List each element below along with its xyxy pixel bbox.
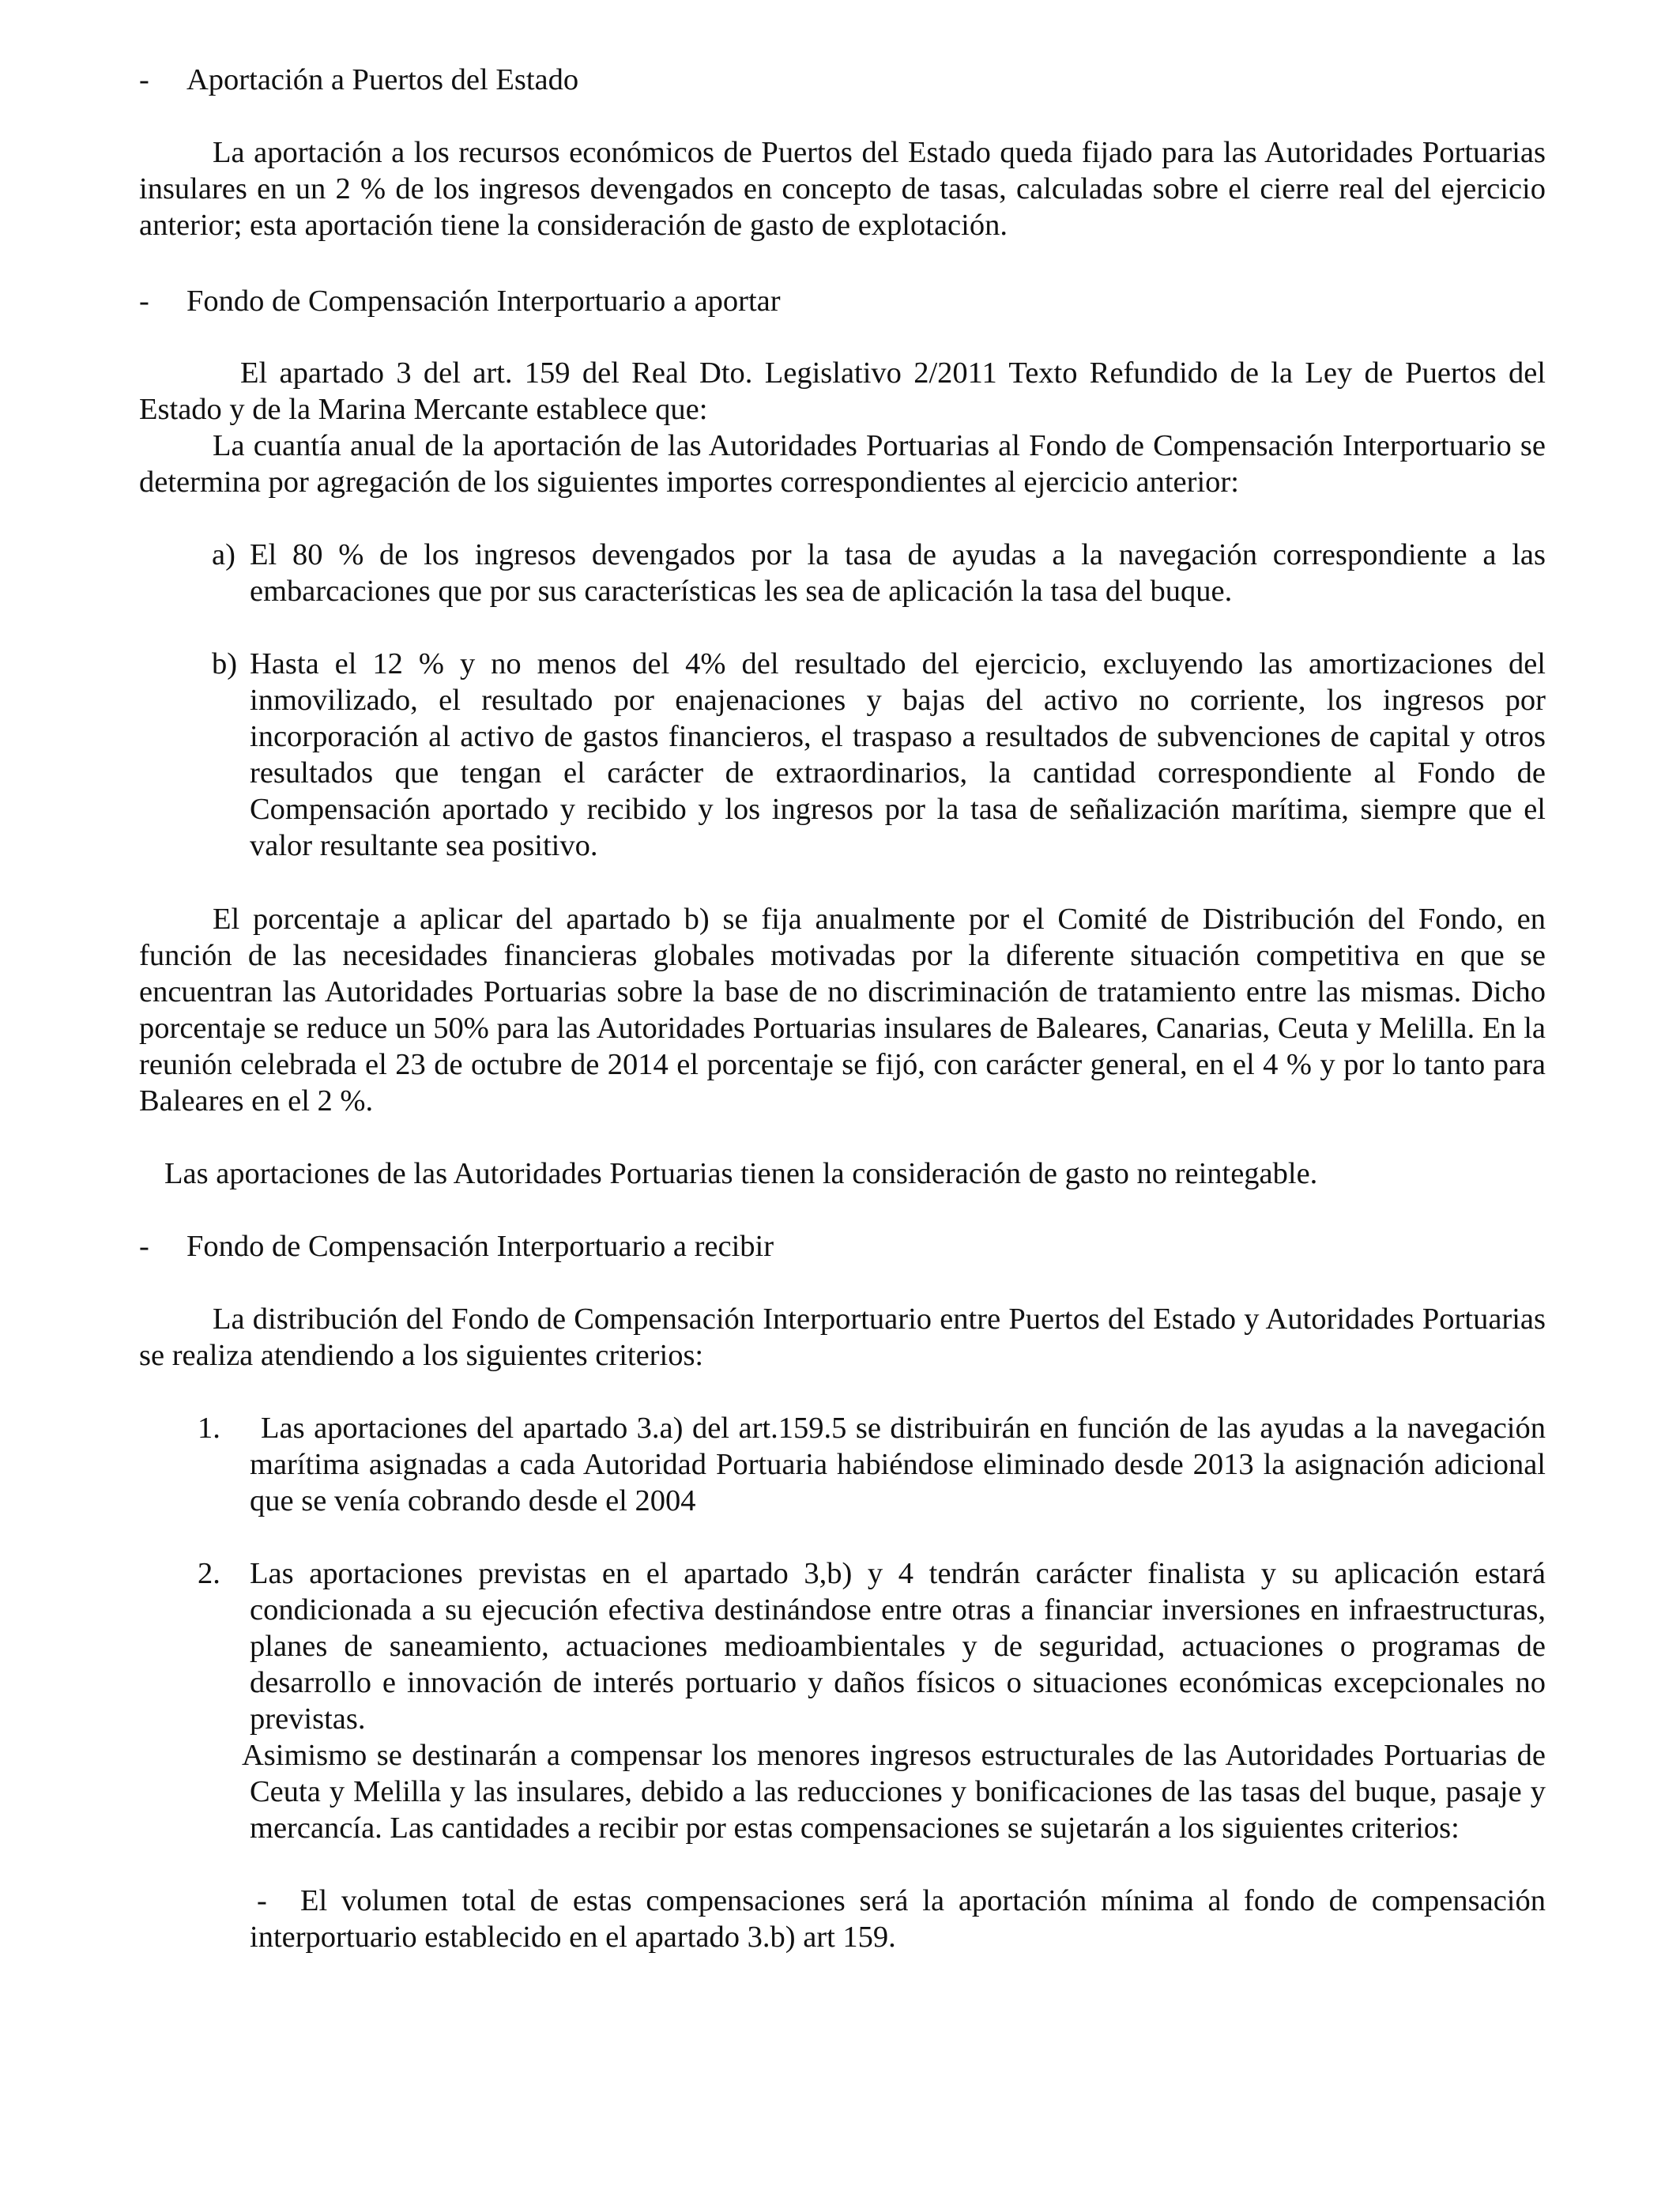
paragraph-porcentaje: El porcentaje a aplicar del apartado b) se fija anualmente por el Comité de Distribución del Fondo, en función de las necesidades financieras globales motivadas por la diferente situación competitiva en que se encuentran las Autoridades Portuarias sobre la base de no discriminación de tratamiento entre las mismas. Dicho porcentaje se reduce un 50% para las Autoridades Portuarias insulares de Baleares, Canarias, Ceuta y Melilla. En la reunión celebrada el 23 de octubre de 2014 el porcentaje se fijó, con carácter general, en el 4 % y por lo tanto para Baleares en el 2 %.	[139, 903, 1546, 1118]
list-marker: 1.	[198, 1412, 220, 1445]
list-item-a	[212, 537, 1546, 609]
list-marker: 2.	[198, 1557, 220, 1590]
list-item-text: Las aportaciones previstas en el apartado 3,b) y 4 tendrán carácter finalista y su aplicación estará condicionada a su ejecución efectiva destinándose entre otras a financiar inversiones en infraestructuras, planes de saneamiento, actuaciones medioambientales y de seguridad, actuaciones o programas de desarrollo e innovación de interés portuario y daños físicos o situaciones económicas excepcionales no previstas.	[250, 1557, 1546, 1736]
heading-text: Fondo de Compensación Interportuario a recibir	[186, 1230, 774, 1263]
list-marker: b)	[212, 647, 238, 680]
bullet-dash: -	[257, 1884, 267, 1917]
paragraph-distribucion: La distribución del Fondo de Compensación Interportuario entre Puertos del Estado y Autoridades Portuarias se realiza atendiendo a los siguientes criterios:	[139, 1302, 1546, 1372]
section-heading-fondo-aportar	[139, 283, 781, 319]
sub-list-item	[250, 1883, 1546, 1955]
heading-text: Fondo de Compensación Interportuario a aportar	[186, 285, 781, 318]
sub-list-item-text: El volumen total de estas compensaciones será la aportación mínima al fondo de compensación interportuario establecido en el apartado 3.b) art 159.	[250, 1884, 1546, 1954]
paragraph-no-reintegable: Las aportaciones de las Autoridades Portuarias tienen la consideración de gasto no reintegable.	[164, 1157, 1318, 1190]
bullet-dash: -	[139, 63, 149, 96]
list-item-text: Las aportaciones del apartado 3.a) del art.159.5 se distribuirán en función de las ayudas a la navegación marítima asignadas a cada Autoridad Portuaria habiéndose eliminado desde 2013 la asignación adicional que se venía cobrando desde el 2004	[250, 1412, 1546, 1517]
bullet-dash: -	[139, 1230, 149, 1263]
paragraph-asimismo: Asimismo se destinarán a compensar los menores ingresos estructurales de las Autoridades Portuarias de Ceuta y Melilla y las insulares, debido a las reducciones y bonificaciones de las tasas del buque, pasaje y mercancía. Las cantidades a recibir por estas compensaciones se sujetarán a los siguientes criterios:	[242, 1739, 1546, 1845]
list-item-text: El 80 % de los ingresos devengados por la tasa de ayudas a la navegación correspondiente a las embarcaciones que por sus características les sea de aplicación la tasa del buque.	[250, 538, 1546, 608]
list-item-1	[198, 1410, 1546, 1519]
list-item-b	[212, 646, 1546, 864]
list-item-text: Hasta el 12 % y no menos del 4% del resultado del ejercicio, excluyendo las amortizaciones del inmovilizado, el resultado por enajenaciones y bajas del activo no corriente, los ingresos por incorporación al activo de gastos financieros, el traspaso a resultados de subvenciones de capital y otros resultados que tengan el carácter de extraordinarios, la cantidad correspondiente al Fondo de Compensación aportado y recibido y los ingresos por la tasa de señalización marítima, siempre que el valor resultante sea positivo.	[250, 647, 1546, 862]
section-heading-aportacion-puertos	[139, 62, 579, 98]
list-item-2	[198, 1555, 1546, 1737]
section-heading-fondo-recibir	[139, 1228, 774, 1265]
paragraph-apartado-3: El apartado 3 del art. 159 del Real Dto. Legislativo 2/2011 Texto Refundido de la Ley de Puertos del Estado y de la Marina Mercante establece que:	[139, 356, 1546, 426]
heading-text: Aportación a Puertos del Estado	[186, 63, 579, 96]
bullet-dash: -	[139, 285, 149, 318]
paragraph-aportacion: La aportación a los recursos económicos de Puertos del Estado queda fijado para las Autoridades Portuarias insulares en un 2 % de los ingresos devengados en concepto de tasas, calculadas sobre el cierre real del ejercicio anterior; esta aportación tiene la consideración de gasto de explotación.	[139, 136, 1546, 242]
list-marker: a)	[212, 538, 235, 571]
paragraph-cuantia-anual: La cuantía anual de la aportación de las Autoridades Portuarias al Fondo de Compensación Interportuario se determina por agregación de los siguientes importes correspondientes al ejercicio anterior:	[139, 429, 1546, 499]
